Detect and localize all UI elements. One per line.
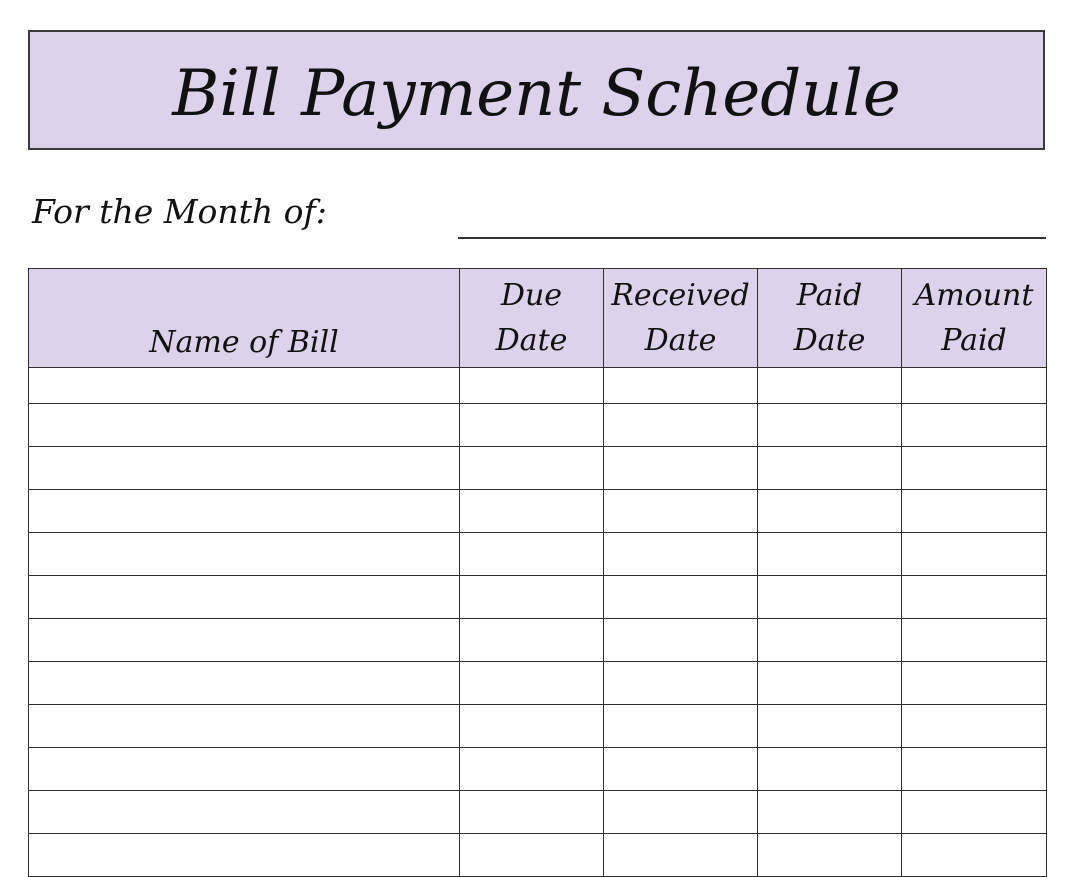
cell-received-date[interactable]	[604, 834, 758, 877]
document-title: Bill Payment Schedule	[172, 57, 901, 131]
header-line: Paid	[796, 278, 863, 313]
cell-received-date[interactable]	[604, 662, 758, 705]
cell-due-date[interactable]	[460, 748, 604, 791]
header-line: Received	[611, 278, 750, 313]
cell-paid-date[interactable]	[758, 447, 902, 490]
cell-due-date[interactable]	[460, 834, 604, 877]
cell-amount-paid[interactable]	[902, 447, 1047, 490]
cell-amount-paid[interactable]	[902, 490, 1047, 533]
table-row	[29, 705, 1047, 748]
cell-paid-date[interactable]	[758, 533, 902, 576]
cell-paid-date[interactable]	[758, 791, 902, 834]
cell-due-date[interactable]	[460, 368, 604, 404]
cell-due-date[interactable]	[460, 533, 604, 576]
cell-paid-date[interactable]	[758, 705, 902, 748]
cell-paid-date[interactable]	[758, 490, 902, 533]
cell-due-date[interactable]	[460, 576, 604, 619]
header-line: Date	[644, 323, 717, 358]
cell-received-date[interactable]	[604, 576, 758, 619]
cell-amount-paid[interactable]	[902, 662, 1047, 705]
column-header-name-of-bill	[29, 269, 460, 368]
table-row	[29, 533, 1047, 576]
cell-amount-paid[interactable]	[902, 368, 1047, 404]
cell-paid-date[interactable]	[758, 404, 902, 447]
cell-received-date[interactable]	[604, 791, 758, 834]
cell-received-date[interactable]	[604, 368, 758, 404]
cell-amount-paid[interactable]	[902, 705, 1047, 748]
cell-amount-paid[interactable]	[902, 834, 1047, 877]
column-header-due-date	[460, 269, 604, 368]
cell-due-date[interactable]	[460, 705, 604, 748]
column-header-received-date	[604, 269, 758, 368]
cell-received-date[interactable]	[604, 619, 758, 662]
table-row	[29, 576, 1047, 619]
cell-received-date[interactable]	[604, 748, 758, 791]
cell-due-date[interactable]	[460, 490, 604, 533]
cell-received-date[interactable]	[604, 490, 758, 533]
cell-paid-date[interactable]	[758, 619, 902, 662]
cell-amount-paid[interactable]	[902, 576, 1047, 619]
cell-paid-date[interactable]	[758, 662, 902, 705]
cell-paid-date[interactable]	[758, 748, 902, 791]
header-line: Paid	[941, 323, 1007, 358]
table-row	[29, 619, 1047, 662]
cell-name-of-bill[interactable]	[29, 662, 460, 705]
column-header-paid-date	[758, 269, 902, 368]
table-row	[29, 748, 1047, 791]
cell-amount-paid[interactable]	[902, 533, 1047, 576]
cell-amount-paid[interactable]	[902, 619, 1047, 662]
cell-name-of-bill[interactable]	[29, 447, 460, 490]
cell-name-of-bill[interactable]	[29, 748, 460, 791]
table-body	[29, 368, 1047, 877]
cell-name-of-bill[interactable]	[29, 576, 460, 619]
cell-name-of-bill[interactable]	[29, 490, 460, 533]
month-input-line[interactable]	[458, 237, 1046, 239]
cell-received-date[interactable]	[604, 447, 758, 490]
header-line: Date	[495, 323, 568, 358]
cell-due-date[interactable]	[460, 447, 604, 490]
cell-amount-paid[interactable]	[902, 404, 1047, 447]
cell-name-of-bill[interactable]	[29, 834, 460, 877]
cell-paid-date[interactable]	[758, 834, 902, 877]
cell-due-date[interactable]	[460, 619, 604, 662]
cell-name-of-bill[interactable]	[29, 619, 460, 662]
cell-name-of-bill[interactable]	[29, 368, 460, 404]
header-line: Name of Bill	[149, 325, 339, 360]
table-row	[29, 662, 1047, 705]
header-line: Due	[500, 278, 563, 313]
cell-name-of-bill[interactable]	[29, 791, 460, 834]
cell-amount-paid[interactable]	[902, 791, 1047, 834]
table-row	[29, 834, 1047, 877]
cell-received-date[interactable]	[604, 404, 758, 447]
cell-paid-date[interactable]	[758, 368, 902, 404]
cell-name-of-bill[interactable]	[29, 705, 460, 748]
table-row	[29, 791, 1047, 834]
cell-due-date[interactable]	[460, 662, 604, 705]
header-line: Date	[793, 323, 866, 358]
table-header-row	[29, 269, 1047, 368]
table-row	[29, 490, 1047, 533]
table-row	[29, 404, 1047, 447]
month-label: For the Month of:	[32, 192, 327, 231]
header-line: Amount	[914, 278, 1034, 313]
cell-due-date[interactable]	[460, 404, 604, 447]
table-row	[29, 447, 1047, 490]
bill-schedule-table	[28, 268, 1047, 877]
column-header-amount-paid	[902, 269, 1047, 368]
title-banner	[28, 30, 1045, 150]
cell-received-date[interactable]	[604, 705, 758, 748]
cell-name-of-bill[interactable]	[29, 533, 460, 576]
cell-received-date[interactable]	[604, 533, 758, 576]
table-row	[29, 368, 1047, 404]
cell-name-of-bill[interactable]	[29, 404, 460, 447]
cell-amount-paid[interactable]	[902, 748, 1047, 791]
cell-paid-date[interactable]	[758, 576, 902, 619]
cell-due-date[interactable]	[460, 791, 604, 834]
